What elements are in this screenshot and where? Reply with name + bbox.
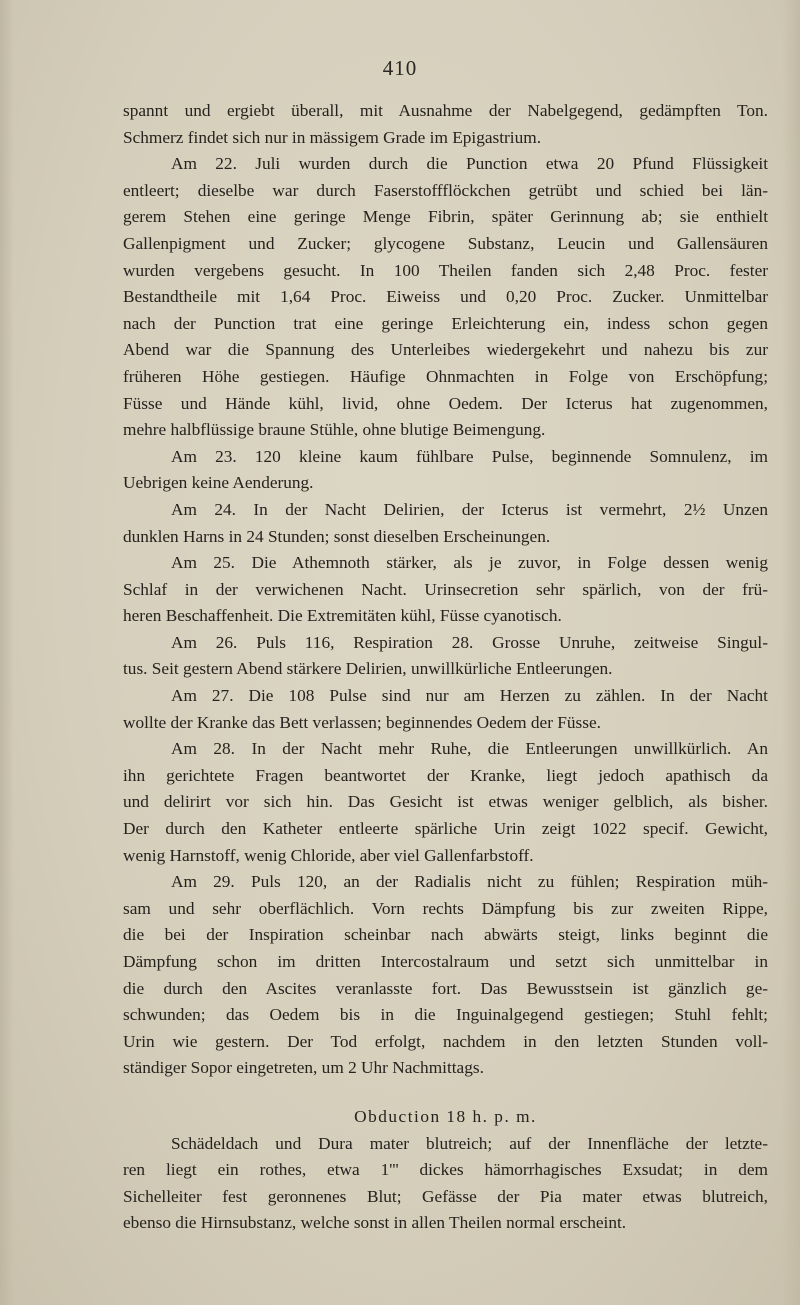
- text-line: Uebrigen keine Aenderung.: [123, 473, 314, 493]
- page-edge-shadow-right: [782, 0, 800, 1305]
- text-line: nach der Punction trat eine geringe Erleichterung ein, indess schon gegen: [123, 313, 768, 333]
- text-line: Schmerz findet sich nur in mässigem Grade im Epigastrium.: [123, 127, 542, 147]
- paragraph-start-line: Am 24. In der Nacht Delirien, der Icterus ist vermehrt, 2½ Unzen: [171, 499, 768, 519]
- paragraph-start-line: Am 26. Puls 116, Respiration 28. Grosse Unruhe, zeitweise Singul-: [171, 632, 768, 652]
- text-line: entleert; dieselbe war durch Faserstoffflöckchen getrübt und schied bei län-: [123, 180, 768, 200]
- text-line: schwunden; das Oedem bis in die Inguinalgegend gestiegen; Stuhl fehlt;: [123, 1005, 768, 1025]
- text-line: Schlaf in der verwichenen Nacht. Urinsecretion sehr spärlich, von der frü-: [123, 579, 768, 599]
- text-line: spannt und ergiebt überall, mit Ausnahme der Nabelgegend, gedämpften Ton.: [123, 101, 768, 120]
- text-line: tus. Seit gestern Abend stärkere Delirien, unwillkürliche Entleerungen.: [123, 659, 613, 679]
- text-line: dunklen Harns in 24 Stunden; sonst dieselben Erscheinungen.: [123, 526, 551, 546]
- text-line: Sichelleiter fest geronnenes Blut; Gefässe der Pia mater etwas blutreich,: [123, 1186, 768, 1206]
- text-line: früheren Höhe gestiegen. Häufige Ohnmachten in Folge von Erschöpfung;: [123, 366, 768, 386]
- page-number: 410: [382, 56, 418, 80]
- text-line: und delirirt vor sich hin. Das Gesicht ist etwas weniger gelblich, als bisher.: [123, 792, 768, 812]
- text-line: sam und sehr oberflächlich. Vorn rechts Dämpfung bis zur zweiten Rippe,: [123, 898, 768, 918]
- text-line: mehre halbflüssige braune Stühle, ohne blutige Beimengung.: [123, 420, 546, 440]
- text-line: Gallenpigment und Zucker; glycogene Substanz, Leucin und Gallensäuren: [123, 233, 768, 253]
- paragraph-start-line: Am 27. Die 108 Pulse sind nur am Herzen zu zählen. In der Nacht: [171, 686, 768, 706]
- body-text: [123, 98, 768, 1237]
- paragraph-start-line: Schädeldach und Dura mater blutreich; auf der Innenfläche der letzte-: [171, 1133, 768, 1153]
- paragraph-start-line: Am 22. Juli wurden durch die Punction etwa 20 Pfund Flüssigkeit: [171, 154, 768, 174]
- text-line: Bestandtheile mit 1,64 Proc. Eiweiss und 0,20 Proc. Zucker. Unmittelbar: [123, 287, 768, 307]
- text-line: gerem Stehen eine geringe Menge Fibrin, später Gerinnung ab; sie enthielt: [123, 207, 768, 227]
- text-line: Füsse und Hände kühl, livid, ohne Oedem. Der Icterus hat zugenommen,: [123, 393, 768, 413]
- page-edge-shadow-left: [0, 0, 14, 1305]
- text-line: ständiger Sopor eingetreten, um 2 Uhr Nachmittags.: [123, 1058, 484, 1078]
- text-line: ebenso die Hirnsubstanz, welche sonst in allen Theilen normal erscheint.: [123, 1213, 627, 1233]
- paragraph-start-line: Am 23. 120 kleine kaum fühlbare Pulse, beginnende Somnulenz, im: [171, 446, 768, 466]
- paragraph-start-line: Am 25. Die Athemnoth stärker, als je zuvor, in Folge dessen wenig: [171, 553, 768, 573]
- text-line: heren Beschaffenheit. Die Extremitäten kühl, Füsse cyanotisch.: [123, 606, 562, 626]
- text-line: wenig Harnstoff, wenig Chloride, aber viel Gallenfarbstoff.: [123, 845, 534, 865]
- text-line: wurden vergebens gesucht. In 100 Theilen fanden sich 2,48 Proc. fester: [123, 260, 768, 280]
- paragraph-start-line: Am 28. In der Nacht mehr Ruhe, die Entleerungen unwillkürlich. An: [171, 739, 768, 759]
- paragraph-start-line: Am 29. Puls 120, an der Radialis nicht zu fühlen; Respiration müh-: [171, 872, 768, 892]
- text-line: die durch den Ascites veranlasste fort. Das Bewusstsein ist gänzlich ge-: [123, 978, 768, 998]
- text-line: wollte der Kranke das Bett verlassen; beginnendes Oedem der Füsse.: [123, 712, 601, 732]
- text-line: die bei der Inspiration scheinbar nach abwärts steigt, links beginnt die: [123, 925, 768, 945]
- text-line: Dämpfung schon im dritten Intercostalraum und setzt sich unmittelbar in: [123, 952, 768, 971]
- text-line: Abend war die Spannung des Unterleibes wiedergekehrt und nahezu bis zur: [123, 340, 768, 360]
- section-spacer: [123, 1082, 768, 1104]
- text-line: ren liegt ein rothes, etwa 1''' dickes hämorrhagisches Exsudat; in dem: [123, 1160, 768, 1180]
- section-heading-obduction: Obduction 18 h. p. m.: [354, 1106, 537, 1126]
- text-line: Der durch den Katheter entleerte spärliche Urin zeigt 1022 specif. Gewicht,: [123, 819, 768, 839]
- text-line: Urin wie gestern. Der Tod erfolgt, nachdem in den letzten Stunden voll-: [123, 1031, 768, 1051]
- text-line: ihn gerichtete Fragen beantwortet der Kranke, liegt jedoch apathisch da: [123, 765, 768, 785]
